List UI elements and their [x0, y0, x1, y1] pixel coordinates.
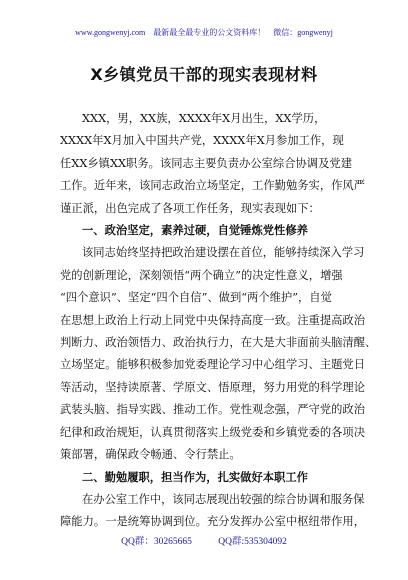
text-line: 任XX乡镇XX职务。该同志主要负责办公室综合协调及党建 [60, 156, 353, 170]
text-line: 策部署，确保政令畅通、令行禁止。 [60, 448, 241, 462]
text-line: 在思想上政治上行动上同党中央保持高度一致。注重提高政治 [60, 313, 366, 327]
qq-group-2: QQ群:535304092 [218, 537, 287, 547]
section-heading-1: 一、政治坚定，素养过硬，自觉锤炼党性修养 [82, 224, 308, 238]
document-title: X乡镇党员干部的现实表现材料 [90, 65, 318, 84]
text-line: 武装头脑、指导实践、推动工作。党性观念强，严守党的政治 [60, 403, 366, 417]
page-footer [0, 533, 408, 547]
section-2-paragraph [60, 489, 366, 534]
page-header [0, 27, 408, 38]
text-line: 纪律和政治规矩，认真贯彻落实上级党委和乡镇党委的各项决 [60, 425, 366, 439]
text-line: XXXX年X月加入中国共产党，XXXX年X月参加工作，现 [60, 134, 344, 148]
site-url-link[interactable]: www.gongwenyj.com [75, 28, 146, 37]
text-line: 谨正派，出色完成了各项工作任务，现实表现如下： [60, 201, 320, 215]
text-line: 在办公室工作中，该同志展现出较强的综合协调和服务保 [82, 492, 365, 506]
document-body [60, 108, 377, 534]
text-line: 判断力、政治领悟力、政治执行力，在大是大非面前头脑清醒、 [60, 336, 377, 350]
intro-paragraph [60, 108, 366, 220]
text-line: 工作。近年来，该同志政治立场坚定，工作勤勉务实，作风严 [60, 179, 366, 193]
text-line: XXX，男，XX族，XXXX年X月出生，XX学历， [82, 112, 326, 125]
text-line: 立场坚定。能够积极参加党委理论学习中心组学习、主题党日 [60, 358, 366, 372]
text-line: 党的创新理论，深刻领悟“两个确立”的决定性意义，增强 [60, 268, 343, 282]
text-line: 等活动，坚持读原著、学原文、悟原理，努力用党的科学理论 [60, 380, 366, 394]
section-heading-2: 二、勤勉履职，担当作为，扎实做好本职工作 [82, 470, 308, 484]
text-line: 障能力。一是统筹协调到位。充分发挥办公室中枢纽带作用， [60, 515, 366, 529]
header-wechat: 微信：gongwenyj [273, 28, 333, 37]
qq-group-1: QQ群：30265665 [121, 537, 192, 547]
section-1-paragraph [60, 242, 377, 466]
text-line: 该同志始终坚持把政治建设摆在首位，能够持续深入学习 [82, 246, 365, 260]
text-line: “四个意识”、坚定“四个自信”、做到“两个维护”，自觉 [60, 291, 332, 305]
header-slogan: 最新最全最专业的公文资料库！ [153, 28, 266, 37]
